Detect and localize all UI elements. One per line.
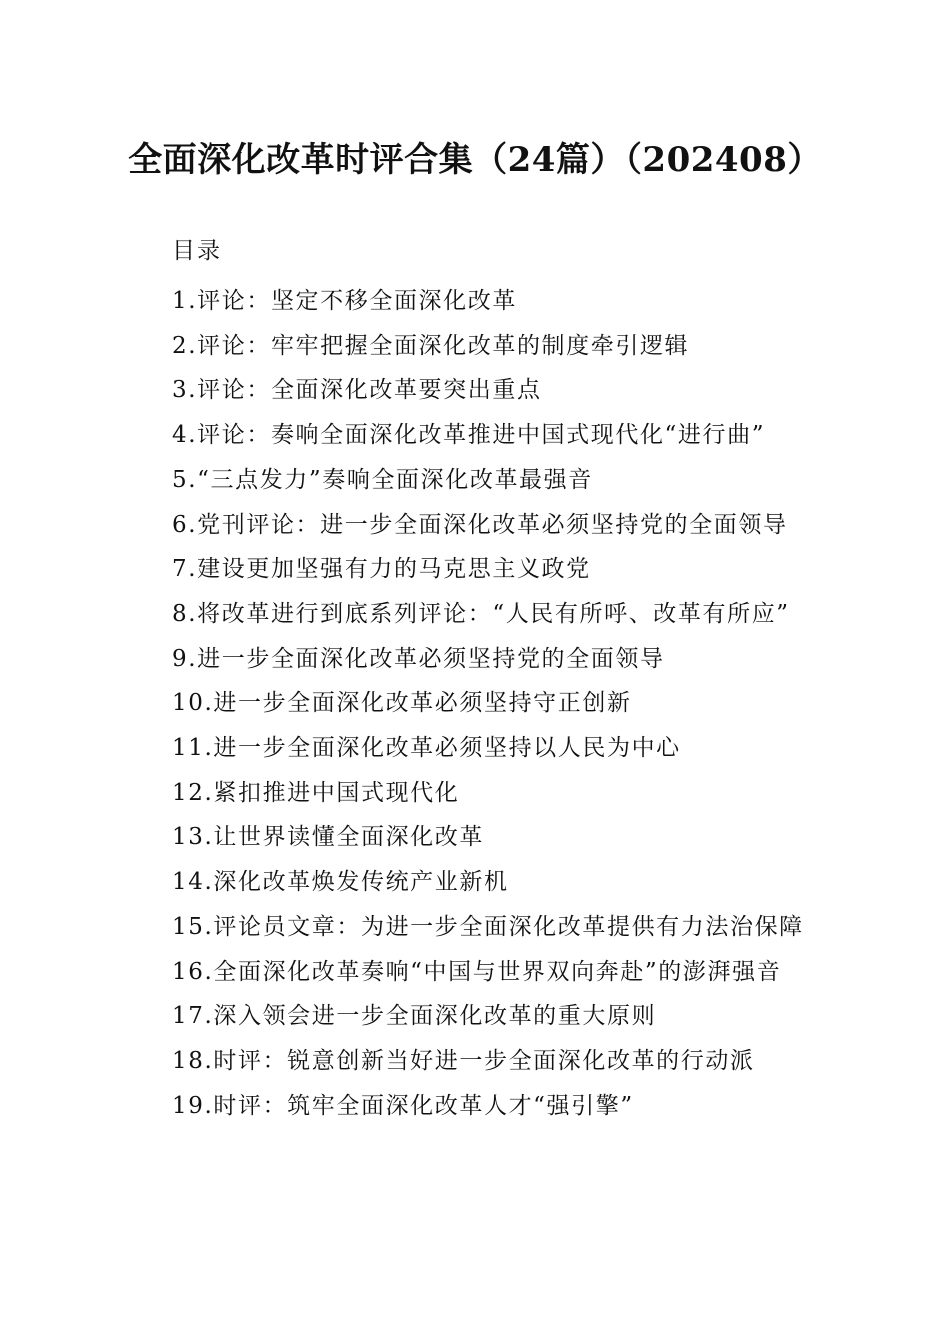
toc-item: 14.深化改革焕发传统产业新机 — [172, 869, 509, 896]
toc-item: 7.建设更加坚强有力的马克思主义政党 — [172, 556, 591, 583]
toc-item: 3.评论：全面深化改革要突出重点 — [172, 377, 542, 404]
toc-heading: 目录 — [172, 238, 222, 264]
toc-item: 2.评论：牢牢把握全面深化改革的制度牵引逻辑 — [172, 332, 690, 359]
toc-item: 8.将改革进行到底系列评论：“人民有所呼、改革有所应” — [172, 600, 790, 627]
toc-item: 16.全面深化改革奏响“中国与世界双向奔赴”的澎湃强音 — [172, 958, 782, 985]
toc-item: 18.时评：锐意创新当好进一步全面深化改革的行动派 — [172, 1047, 755, 1074]
toc-item: 15.评论员文章：为进一步全面深化改革提供有力法治保障 — [172, 913, 804, 940]
toc-item: 17.深入领会进一步全面深化改革的重大原则 — [172, 1003, 657, 1030]
document-title: 全面深化改革时评合集（24篇）（202408） — [128, 140, 822, 180]
toc-item: 11.进一步全面深化改革必须坚持以人民为中心 — [172, 735, 681, 762]
toc-item: 5.“三点发力”奏响全面深化改革最强音 — [172, 466, 593, 493]
toc-list — [120, 279, 826, 1128]
toc-item: 9.进一步全面深化改革必须坚持党的全面领导 — [172, 645, 665, 672]
toc-item: 6.党刊评论：进一步全面深化改革必须坚持党的全面领导 — [172, 511, 788, 538]
toc-item: 1.评论：坚定不移全面深化改革 — [172, 288, 517, 314]
toc-item: 13.让世界读懂全面深化改革 — [172, 824, 484, 851]
toc-item: 19.时评：筑牢全面深化改革人才“强引擎” — [172, 1092, 634, 1119]
toc-item: 4.评论：奏响全面深化改革推进中国式现代化“进行曲” — [172, 422, 766, 449]
toc-item: 12.紧扣推进中国式现代化 — [172, 779, 460, 806]
toc-item: 10.进一步全面深化改革必须坚持守正创新 — [172, 690, 632, 717]
